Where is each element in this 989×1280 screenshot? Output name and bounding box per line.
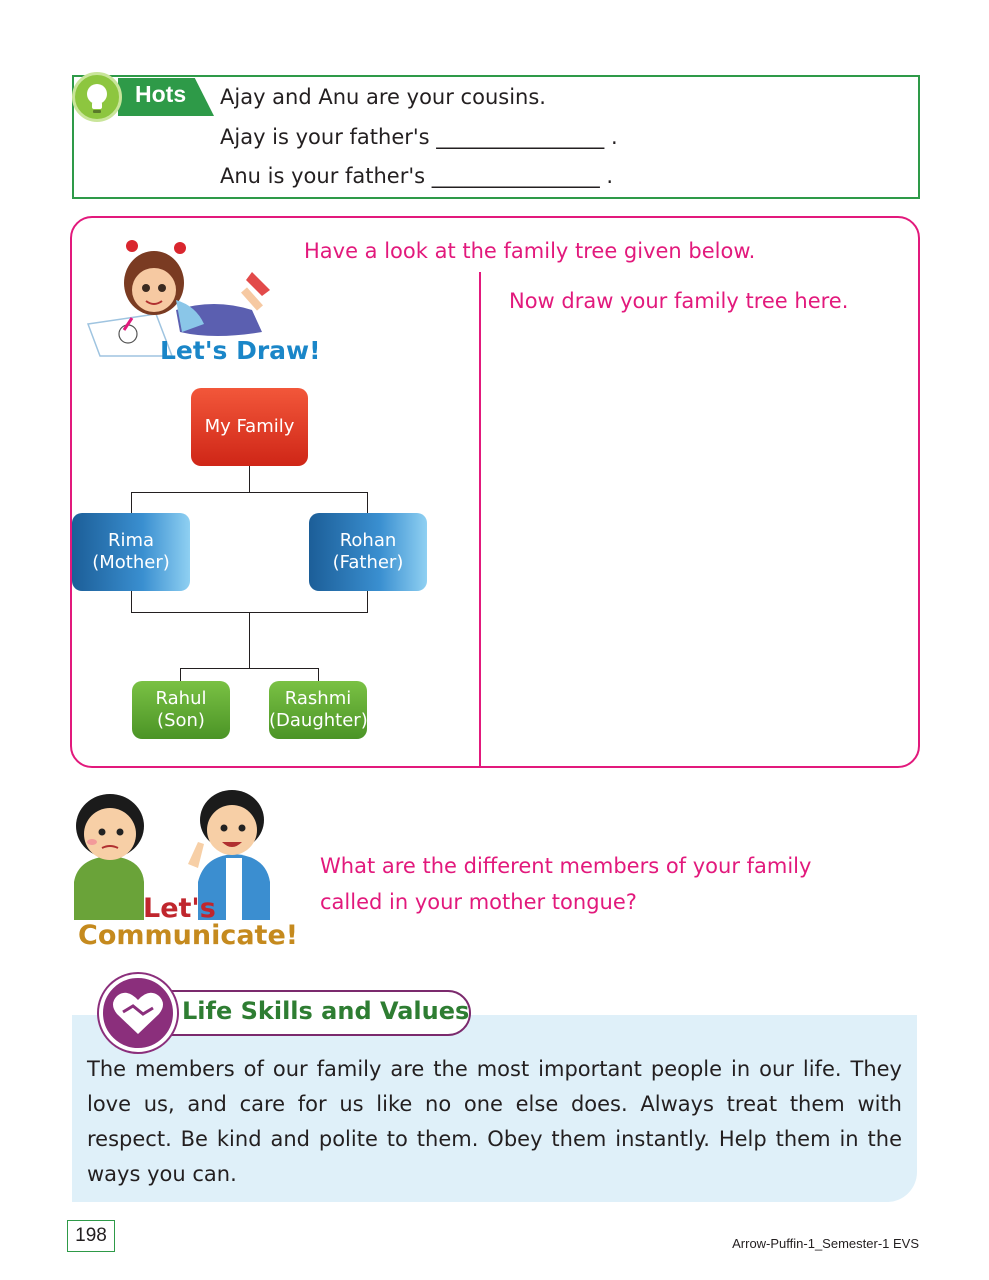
node-name: Rohan	[339, 530, 397, 551]
node-name: Rahul	[155, 688, 207, 709]
values-title: Life Skills and Values	[182, 997, 470, 1025]
lets-communicate-badge-bottom: Communicate!	[78, 920, 299, 951]
connector-line	[131, 492, 132, 513]
connector-line	[131, 492, 368, 493]
panel-divider	[479, 272, 481, 768]
connector-line	[249, 466, 250, 492]
values-paragraph: The members of our family are the most important people in our life. They love us, and care for us like no one else does. Always treat them with respect. Be kind and polite to them. Obey them instantly. Help them in the ways you can.	[87, 1057, 902, 1186]
connector-line	[180, 668, 181, 681]
connector-line	[318, 668, 319, 681]
tree-node-mother	[72, 513, 190, 591]
page-number: 198	[67, 1220, 115, 1252]
node-relation: (Son)	[157, 710, 205, 731]
lets-communicate-badge-top: Let's	[143, 893, 216, 924]
tree-node-son	[132, 681, 230, 739]
tree-node-daughter	[269, 681, 367, 739]
connector-line	[367, 492, 368, 513]
connector-line	[131, 591, 132, 613]
lightbulb-icon	[72, 72, 122, 122]
node-name: Rima	[107, 530, 155, 551]
family-tree-instruction: Have a look at the family tree given below.	[304, 239, 756, 263]
hots-line-3: Anu is your father's ________________ .	[220, 164, 614, 188]
draw-family-tree-prompt: Now draw your family tree here.	[509, 289, 849, 313]
connector-line	[249, 612, 250, 669]
hots-line-1: Ajay and Anu are your cousins.	[220, 85, 546, 109]
node-name: Rashmi	[284, 688, 352, 709]
tree-node-father	[309, 513, 427, 591]
node-label: My Family	[204, 416, 295, 437]
connector-line	[180, 668, 319, 669]
hots-line-2: Ajay is your father's ________________ .	[220, 125, 618, 149]
node-relation: (Mother)	[92, 552, 170, 573]
handshake-heart-icon	[99, 974, 177, 1052]
lets-draw-badge: Let's Draw!	[160, 336, 321, 365]
connector-line	[367, 591, 368, 613]
hots-label: Hots	[135, 81, 187, 107]
book-code: Arrow-Puffin-1_Semester-1 EVS	[732, 1236, 919, 1251]
node-relation: (Daughter)	[269, 710, 368, 731]
node-relation: (Father)	[332, 552, 404, 573]
mother-tongue-question: What are the different members of your family called in your mother tongue?	[320, 854, 812, 914]
tree-node-my-family	[191, 388, 308, 466]
